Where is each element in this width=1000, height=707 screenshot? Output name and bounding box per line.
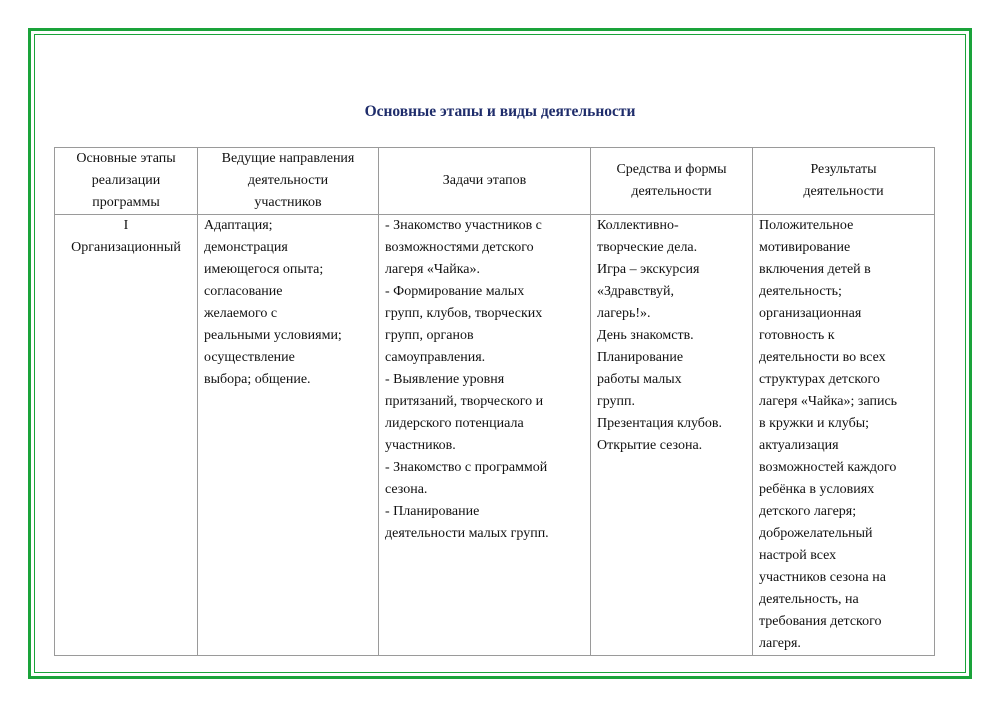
cell-stage: I Организационный — [55, 215, 198, 656]
table-header-row — [55, 148, 935, 215]
header-directions: Ведущие направления деятельности участников — [198, 148, 379, 215]
cell-means: Коллективно- творческие дела. Игра – экскурсия «Здравствуй, лагерь!». День знакомств. Планирование работы малых групп. Презентация клубов. Открытие сезона. — [591, 215, 753, 656]
header-stages: Основные этапы реализации программы — [55, 148, 198, 215]
header-tasks: Задачи этапов — [379, 148, 591, 215]
cell-results: Положительное мотивирование включения детей в деятельность; организационная готовность к деятельности во всех структурах детского лагеря «Чайка»; запись в кружки и клубы; актуализация возможностей каждого ребёнка в условиях детского лагеря; доброжелательный настрой всех участников сезона на деятельность, на требования детского лагеря. — [753, 215, 935, 656]
header-results: Результаты деятельности — [753, 148, 935, 215]
stages-table — [54, 147, 935, 656]
table-row — [55, 215, 935, 656]
header-means: Средства и формы деятельности — [591, 148, 753, 215]
cell-directions: Адаптация; демонстрация имеющегося опыта; согласование желаемого с реальными условиями; осуществление выбора; общение. — [198, 215, 379, 656]
cell-tasks: - Знакомство участников с возможностями детского лагеря «Чайка». - Формирование малых групп, клубов, творческих групп, органов самоуправления. - Выявление уровня притязаний, творческого и лидерского потенциала участников. - Знакомство с программой сезона. - Планирование деятельности малых групп. — [379, 215, 591, 656]
page-title: Основные этапы и виды деятельности — [364, 103, 636, 120]
